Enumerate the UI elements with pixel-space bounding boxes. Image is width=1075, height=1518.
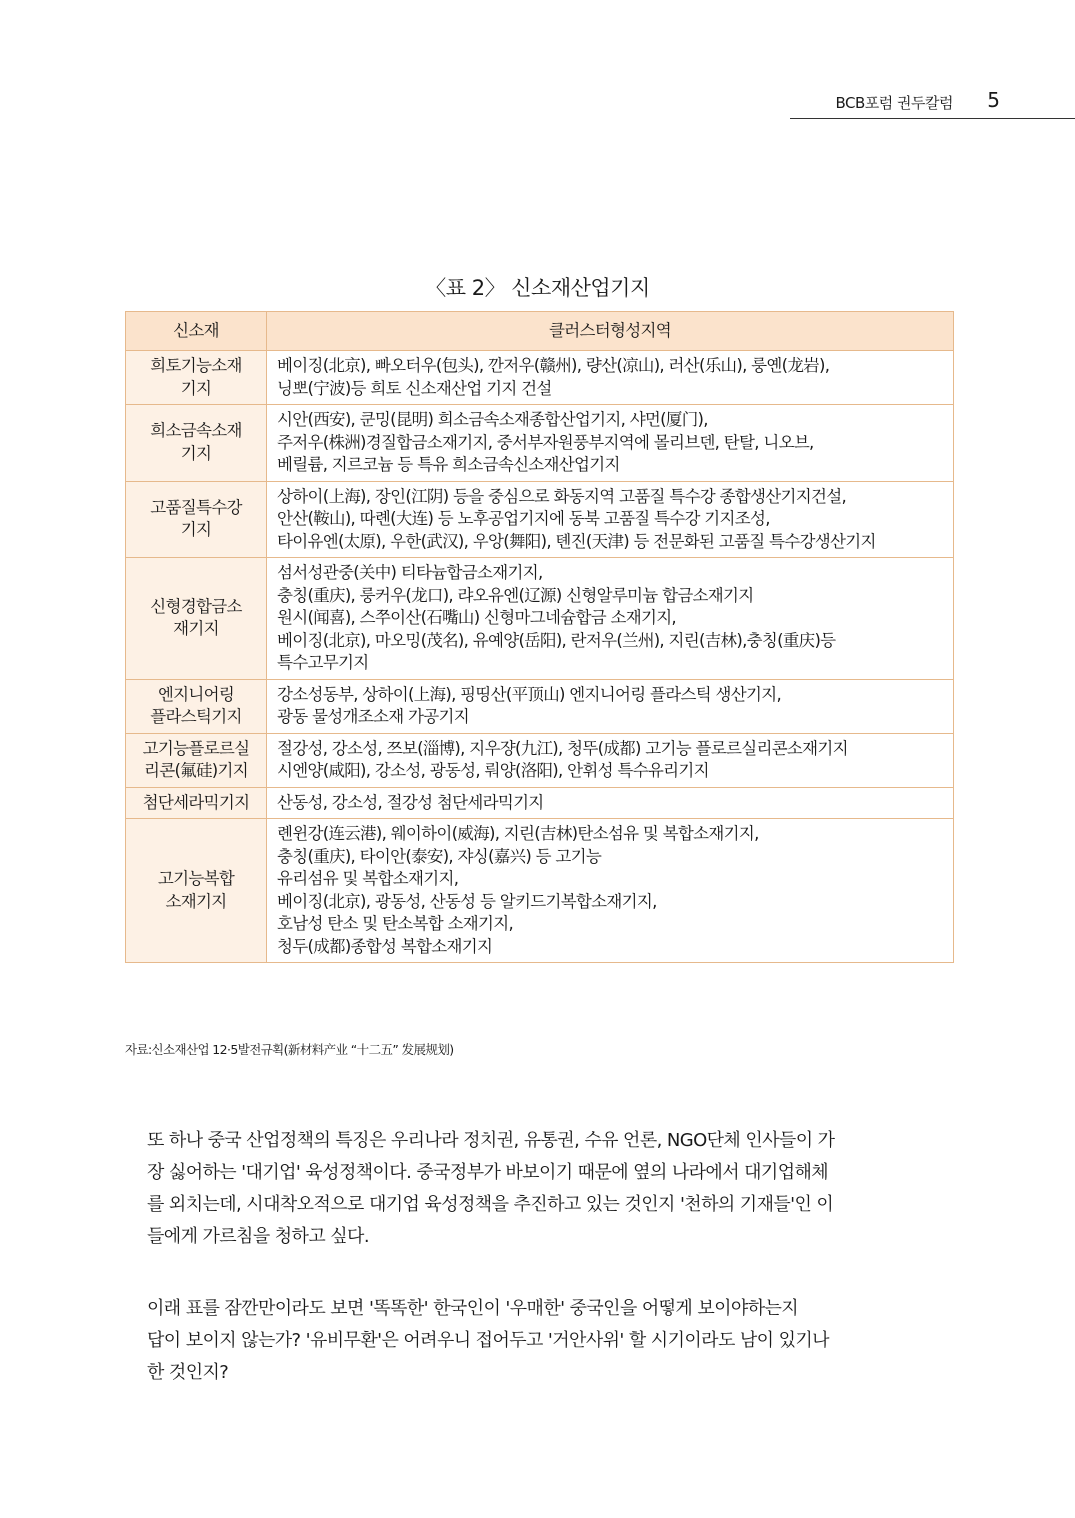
detail-line: 시엔양(咸阳), 강소성, 광동성, 뤄양(洛阳), 안휘성 특수유리기지 bbox=[277, 761, 709, 780]
table-row bbox=[126, 787, 954, 819]
category-line: 리콘(氟硅)기지 bbox=[143, 761, 249, 780]
detail-line: 강소성동부, 상하이(上海), 핑띵산(平顶山) 엔지니어링 플라스틱 생산기지, bbox=[277, 684, 782, 704]
detail-line: 청두(成都)종합성 복합소재기지 bbox=[277, 936, 493, 956]
detail-line: 상하이(上海), 장인(江阴) 등을 중심으로 화동지역 고품질 특수강 종합생산기지건설, bbox=[277, 486, 846, 506]
detail-line: 타이유엔(太原), 우한(武汉), 우앙(舞阳), 톈진(天津) 등 전문화된 고품질 특수강생산기지 bbox=[277, 531, 876, 551]
category-line: 희토기능소재 bbox=[150, 356, 242, 375]
materials-table bbox=[125, 311, 954, 963]
detail-line: 광동 물성개조소재 가공기지 bbox=[277, 707, 469, 726]
detail-line: 유리섬유 및 복합소재기지, bbox=[277, 869, 459, 888]
paragraph-line: 를 외치는데, 시대착오적으로 대기업 육성정책을 추진하고 있는 것인지 '천하의 기재들'인 이 bbox=[147, 1194, 834, 1215]
paragraph-line: 한 것인지? bbox=[147, 1362, 229, 1383]
body-paragraph bbox=[125, 1293, 955, 1389]
detail-line: 시안(西安), 쿤밍(昆明) 희소금속소재종합산업기지, 샤먼(厦门), bbox=[277, 410, 708, 429]
table-row bbox=[126, 405, 954, 482]
detail-line: 안산(鞍山), 따롄(大连) 등 노후공업기지에 동북 고품질 특수강 기지조성, bbox=[277, 509, 770, 528]
category-line: 신형경합금소 bbox=[150, 596, 242, 616]
detail-cell bbox=[267, 405, 954, 482]
table-row bbox=[126, 351, 954, 405]
detail-line: 충칭(重庆), 타이안(泰安), 쟈싱(嘉兴) 등 고기능 bbox=[277, 846, 602, 866]
category-line: 기지 bbox=[180, 520, 212, 540]
detail-line: 베이징(北京), 마오밍(茂名), 유예양(岳阳), 란저우(兰州), 지린(吉林),충칭(重庆)등 bbox=[277, 630, 836, 650]
detail-line: 충칭(重庆), 룽커우(龙口), 랴오유엔(辽源) 신형알루미늄 합금소재기지 bbox=[277, 585, 754, 605]
detail-cell bbox=[267, 679, 954, 733]
category-line: 엔지니어링 bbox=[157, 684, 235, 704]
category-line: 기지 bbox=[180, 378, 212, 398]
table-row bbox=[126, 481, 954, 558]
detail-cell bbox=[267, 558, 954, 680]
column-header: 클러스터형성지역 bbox=[267, 312, 954, 351]
paragraph-line: 들에게 가르침을 청하고 싶다. bbox=[147, 1226, 369, 1247]
category-line: 소재기지 bbox=[165, 891, 227, 911]
category-cell bbox=[126, 679, 267, 733]
detail-line: 베릴륨, 지르코늄 등 특유 희소금속신소재산업기지 bbox=[277, 455, 620, 474]
paragraph-line: 이래 표를 잠깐만이라도 보면 '똑똑한' 한국인이 '우매한' 중국인을 어떻게 보이야하는지 bbox=[147, 1298, 799, 1319]
detail-line: 베이징(北京), 빠오터우(包头), 깐저우(赣州), 량산(凉山), 러산(乐山), 룽옌(龙岩), bbox=[277, 356, 830, 375]
detail-line: 베이징(北京), 광동성, 산동성 등 알키드기복합소재기지, bbox=[277, 891, 657, 911]
detail-cell bbox=[267, 819, 954, 963]
table-row bbox=[126, 679, 954, 733]
category-line: 플라스틱기지 bbox=[150, 707, 242, 726]
detail-cell bbox=[267, 733, 954, 787]
table-title: 〈표 2〉 신소재산업기지 bbox=[425, 276, 650, 300]
paragraph-line: 답이 보이지 않는가? '유비무환'은 어려우니 접어두고 '거안사위' 할 시기이라도 남이 있기나 bbox=[147, 1330, 829, 1351]
paragraph-line: 장 싫어하는 '대기업' 육성정책이다. 중국정부가 바보이기 때문에 옆의 나라에서 대기업해체 bbox=[147, 1162, 829, 1183]
detail-cell bbox=[267, 351, 954, 405]
detail-line: 롄윈강(连云港), 웨이하이(威海), 지린(吉林)탄소섬유 및 복합소재기지, bbox=[277, 824, 759, 843]
detail-line: 절강성, 강소성, 쯔보(淄博), 지우쟝(九江), 청뚜(成都) 고기능 플로르실리콘소재기지 bbox=[277, 738, 848, 758]
category-cell bbox=[126, 787, 267, 819]
detail-cell bbox=[267, 481, 954, 558]
body-paragraph bbox=[125, 1125, 955, 1253]
category-line: 재기지 bbox=[173, 619, 219, 639]
page-header bbox=[790, 88, 1075, 119]
table-row bbox=[126, 558, 954, 680]
table-source-note: 자료:신소재산업 12·5발전규획(新材料产业 “十二五” 发展规划) bbox=[125, 1042, 454, 1057]
detail-line: 호남성 탄소 및 탄소복합 소재기지, bbox=[277, 914, 514, 933]
table-row bbox=[126, 819, 954, 963]
detail-line: 특수고무기지 bbox=[277, 653, 369, 672]
category-cell bbox=[126, 733, 267, 787]
detail-cell bbox=[267, 787, 954, 819]
category-cell bbox=[126, 351, 267, 405]
table-row bbox=[126, 733, 954, 787]
category-cell bbox=[126, 481, 267, 558]
category-line: 고기능플로르실 bbox=[142, 738, 250, 758]
column-header: 신소재 bbox=[126, 312, 267, 351]
category-line: 첨단세라믹기지 bbox=[142, 792, 250, 812]
detail-line: 산동성, 강소성, 절강성 첨단세라믹기지 bbox=[277, 792, 544, 812]
category-line: 기지 bbox=[180, 443, 212, 463]
table-header-row bbox=[126, 312, 954, 351]
category-line: 희소금속소재 bbox=[150, 421, 242, 441]
detail-line: 주저우(株洲)경질합금소재기지, 중서부자원풍부지역에 몰리브덴, 탄탈, 니오브, bbox=[277, 432, 814, 452]
page-number: 5 bbox=[987, 88, 1000, 112]
category-cell bbox=[126, 558, 267, 680]
category-line: 고기능복합 bbox=[157, 869, 235, 888]
detail-line: 원시(闻喜), 스쭈이산(石嘴山) 신형마그네슘합금 소재기지, bbox=[277, 608, 676, 627]
detail-line: 닝뽀(宁波)등 희토 신소재산업 기지 건설 bbox=[277, 378, 552, 398]
category-line: 고품질특수강 bbox=[150, 497, 242, 517]
category-cell bbox=[126, 819, 267, 963]
paragraph-line: 또 하나 중국 산업정책의 특징은 우리나라 정치권, 유통권, 수유 언론, NGO단체 인사들이 가 bbox=[147, 1130, 835, 1151]
header-title: BCB포럼 권두칼럼 bbox=[835, 94, 953, 112]
detail-line: 섬서성관중(关中) 티타늄합금소재기지, bbox=[277, 563, 543, 582]
category-cell bbox=[126, 405, 267, 482]
